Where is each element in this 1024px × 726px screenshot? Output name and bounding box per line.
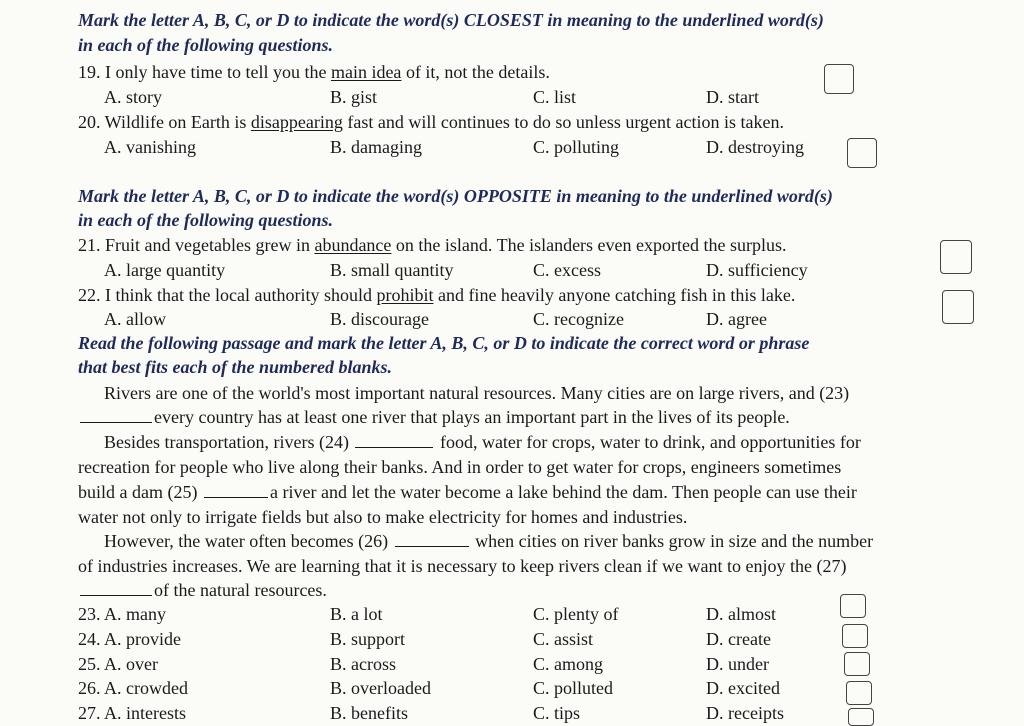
blank-27[interactable] xyxy=(80,579,152,596)
option-20c: C. polluting xyxy=(533,137,620,157)
option-20b: B. damaging xyxy=(330,137,422,157)
passage-line-5: build a dam (25) a river and let the water become a lake behind the dam. Then people can use their xyxy=(78,482,857,502)
option-24c: C. assist xyxy=(533,629,594,649)
option-22d: D. agree xyxy=(706,309,767,329)
option-19d: D. start xyxy=(706,87,759,107)
option-23c: C. plenty of xyxy=(533,604,619,624)
option-25a: 25. A. over xyxy=(78,654,158,674)
option-25b: B. across xyxy=(330,654,396,674)
option-23d: D. almost xyxy=(706,604,776,624)
passage-line-9: of the natural resources. xyxy=(78,578,327,602)
passage-line-8: of industries increases. We are learning that it is necessary to keep rivers clean if we want to enjoy the (27) xyxy=(78,556,847,576)
option-21c: C. excess xyxy=(533,260,601,280)
underlined-word: main idea xyxy=(330,62,402,82)
question-21: 21. Fruit and vegetables grew in abundance on the island. The islanders even exported the surplus. xyxy=(78,235,787,255)
option-24d: D. create xyxy=(706,629,771,649)
answer-box-21[interactable] xyxy=(940,240,972,274)
answer-box-26[interactable] xyxy=(846,681,872,705)
section2-heading-line1: Mark the letter A, B, C, or D to indicate the word(s) OPPOSITE in meaning to the underlined word(s) xyxy=(78,186,833,206)
option-24a: 24. A. provide xyxy=(78,629,181,649)
option-27b: B. benefits xyxy=(330,703,408,723)
section1-heading-line1: Mark the letter A, B, C, or D to indicate the word(s) CLOSEST in meaning to the underlined word(s) xyxy=(78,10,824,30)
option-26a: 26. A. crowded xyxy=(78,678,188,698)
question-22: 22. I think that the local authority should prohibit and fine heavily anyone catching fish in this lake. xyxy=(78,285,796,305)
answer-box-22[interactable] xyxy=(942,290,974,324)
option-26b: B. overloaded xyxy=(330,678,431,698)
blank-24[interactable] xyxy=(355,431,433,448)
option-20d: D. destroying xyxy=(706,137,804,157)
answer-box-27[interactable] xyxy=(848,708,874,726)
passage-line-3: Besides transportation, rivers (24) food, water for crops, water to drink, and opportunities for xyxy=(104,432,861,452)
option-27c: C. tips xyxy=(533,703,581,723)
passage-line-4: recreation for people who live along their banks. And in order to get water for crops, engineers sometimes xyxy=(78,457,842,477)
passage-line-1: Rivers are one of the world's most important natural resources. Many cities are on large rivers, and (23) xyxy=(104,383,850,403)
option-25c: C. among xyxy=(533,654,603,674)
option-19a: A. story xyxy=(104,87,162,107)
section3-heading-line2: that best fits each of the numbered blanks. xyxy=(78,357,393,377)
option-22b: B. discourage xyxy=(330,309,429,329)
question-19: 19. I only have time to tell you the main idea of it, not the details. xyxy=(78,62,550,82)
option-23b: B. a lot xyxy=(330,604,383,624)
passage-line-2: every country has at least one river that plays an important part in the lives of its people. xyxy=(78,405,790,429)
option-24b: B. support xyxy=(330,629,406,649)
option-26d: D. excited xyxy=(706,678,780,698)
option-19c: C. list xyxy=(533,87,577,107)
section3-heading-line1: Read the following passage and mark the letter A, B, C, or D to indicate the correct word or phrase xyxy=(78,333,810,353)
passage-line-6: water not only to irrigate fields but also to make electricity for homes and industries. xyxy=(78,507,688,527)
blank-26[interactable] xyxy=(395,530,469,547)
option-20a: A. vanishing xyxy=(104,137,196,157)
question-20: 20. Wildlife on Earth is disappearing fast and will continues to do so unless urgent action is taken. xyxy=(78,112,784,132)
option-27d: D. receipts xyxy=(706,703,784,723)
option-22c: C. recognize xyxy=(533,309,624,329)
option-27a: 27. A. interests xyxy=(78,703,186,723)
section2-heading-line2: in each of the following questions. xyxy=(78,210,334,230)
underlined-word: abundance xyxy=(314,235,392,255)
option-23a: 23. A. many xyxy=(78,604,166,624)
answer-box-19[interactable] xyxy=(824,64,854,94)
option-25d: D. under xyxy=(706,654,769,674)
underlined-word: prohibit xyxy=(376,285,434,305)
option-21b: B. small quantity xyxy=(330,260,454,280)
passage-line-7: However, the water often becomes (26) when cities on river banks grow in size and the number xyxy=(104,531,874,551)
option-19b: B. gist xyxy=(330,87,378,107)
answer-box-20[interactable] xyxy=(847,138,877,168)
answer-box-23[interactable] xyxy=(840,594,866,618)
underlined-word: disappearing xyxy=(250,112,343,132)
answer-box-25[interactable] xyxy=(844,652,870,676)
blank-25[interactable] xyxy=(204,481,268,498)
option-22a: A. allow xyxy=(104,309,166,329)
blank-23[interactable] xyxy=(80,406,152,423)
option-26c: C. polluted xyxy=(533,678,613,698)
answer-box-24[interactable] xyxy=(842,624,868,648)
section1-heading-line2: in each of the following questions. xyxy=(78,35,334,55)
option-21d: D. sufficiency xyxy=(706,260,808,280)
option-21a: A. large quantity xyxy=(104,260,226,280)
